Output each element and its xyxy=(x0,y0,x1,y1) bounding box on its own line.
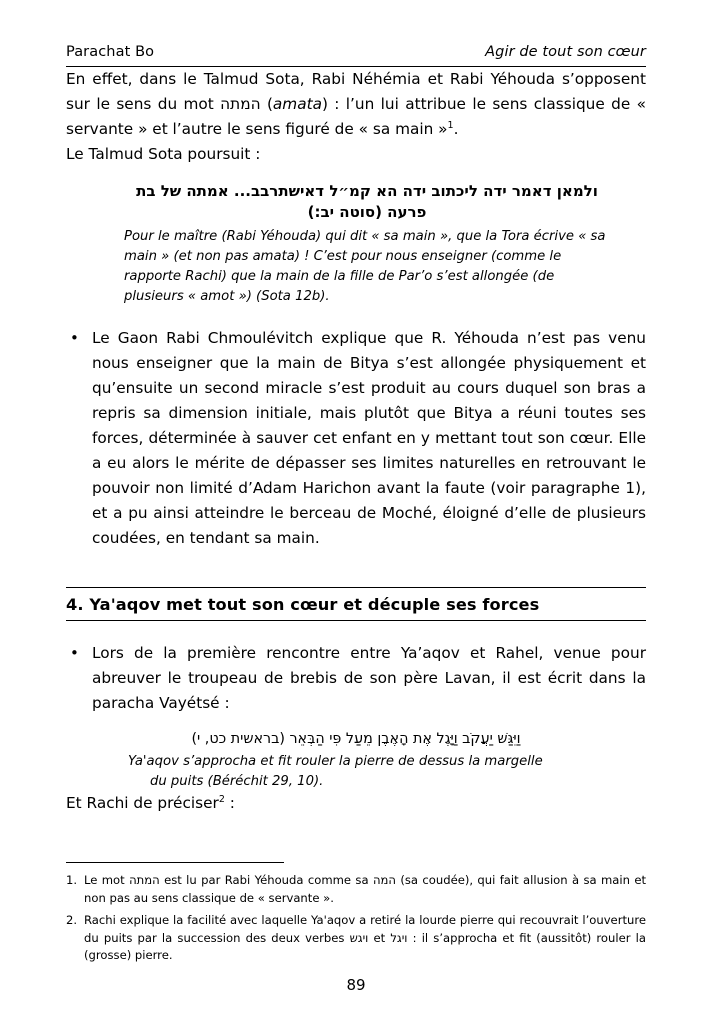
paragraph-rachi-text: Et Rachi de préciser xyxy=(66,794,219,813)
paragraph-text-end: . xyxy=(453,119,459,138)
paragraph-rachi-intro xyxy=(66,791,646,816)
verse-block-berechit xyxy=(66,729,646,791)
footnote-1-text xyxy=(84,872,646,907)
footnote-2-part1: Rachi explique la facilité avec laquelle Ya'aqov a retiré la lourde pierre qui recouvrait l’ouverture du puits par la succession des deux verbes xyxy=(84,913,646,945)
running-head xyxy=(66,44,646,67)
footnote-1-part2: est lu par Rabi Yéhouda comme sa xyxy=(159,873,373,887)
footnote-1-hebrew-1: המתה xyxy=(129,873,160,887)
bullet-dot-icon-2: • xyxy=(70,643,79,662)
footnote-area xyxy=(66,862,646,970)
page-number: 89 xyxy=(346,976,366,994)
paragraph-text-part1: En effet, dans le Talmud Sota, Rabi Néhémia et Rabi Yéhouda s’opposent sur le sens du mot xyxy=(66,70,646,113)
footnote-1 xyxy=(66,872,646,907)
bullet-dot-icon: • xyxy=(70,329,79,348)
footnote-1-part1: Le mot xyxy=(84,873,130,887)
verse-translation-line-1: Ya'aqov s’approcha et fit rouler la pierre de dessus la margelle xyxy=(128,753,543,769)
hebrew-word-amata: המתה xyxy=(220,94,261,113)
paragraph-rachi-end: : xyxy=(224,794,235,813)
footnote-1-part3: (sa coudée), qui fait allusion à sa main et non pas au sens classique de « servante ». xyxy=(84,873,647,905)
quote-hebrew-line-1: ולמאן דאמר ידה ליכתוב ידה הא קמ״ל דאישתרבב... אמתה של בת xyxy=(136,181,598,200)
footnote-2-number: 2. xyxy=(66,913,78,928)
paragraph-text-part3: ) : l’un lui attribue le sens classique de « servante » et l’autre le sens figuré de « sa main » xyxy=(66,94,646,138)
paragraph-text-part2: ( xyxy=(260,94,273,113)
bullet-paragraph-text-2: Lors de la première rencontre entre Ya’aqov et Rahel, venue pour abreuver le troupeau de brebis de son père Lavan, il est écrit dans la paracha Vayétsé : xyxy=(92,643,646,712)
verse-translation xyxy=(106,752,606,792)
footnote-2 xyxy=(66,912,646,965)
footnote-2-part2: et xyxy=(368,930,391,945)
paragraph-talmud-continues: Le Talmud Sota poursuit : xyxy=(66,144,261,163)
section-heading-block xyxy=(66,587,646,621)
running-head-right: Agir de tout son cœur xyxy=(485,44,646,60)
footnote-1-number: 1. xyxy=(66,873,78,887)
section-rule-top xyxy=(66,587,646,588)
section-title: 4. Ya'aqov met tout son cœur et décuple ses forces xyxy=(66,594,540,614)
paragraph-talmud-sota-intro xyxy=(66,67,646,142)
bullet-paragraph-text: Le Gaon Rabi Chmoulévitch explique que R. Yéhouda n’est pas venu nous enseigner que la main de Bitya s’est allongée physiquement et qu’ensuite un second miracle s’est produit au cours duquel son bras a repris sa dimension initiale, mais plutôt que Bitya a réuni toutes ses forces, déterminée à sauver cet enfant en y mettant tout son cœur. Elle a eu alors le mérite de dépasser ses limites naturelles en retrouvant le pouvoir non limité d’Adam Harichon avant la faute (voir paragraphe 1), et a pu ainsi atteindre le berceau de Moché, éloigné d’elle de plusieurs coudées, en tendant sa main. xyxy=(92,329,646,547)
quote-hebrew-line-2: פרעה (סוטה יב:) xyxy=(307,203,427,222)
verse-hebrew: וַיִּגַּשׁ יַעֲקֹב וַיָּגֶל אֶת הָאֶבֶן מֵעַל פִּי הַבְּאֵר (בראשית כט, י) xyxy=(191,731,521,748)
quote-translation: Pour le maître (Rabi Yéhouda) qui dit « sa main », que la Tora écrive « sa main » (et non pas amata) ! C’est pour nous enseigner (comme le rapporte Rachi) que la main de la fille de Par’o s’est allongée (de plusieurs « amot ») (Sota 12b). xyxy=(124,229,606,304)
bullet-paragraph-yaaqov-rahel xyxy=(66,641,646,716)
transliteration-amata: amata xyxy=(272,94,322,113)
section-rule-bottom xyxy=(66,620,646,621)
footnote-2-part3: : il s’approcha et fit (aussitôt) rouler la (grosse) pierre. xyxy=(84,930,646,963)
verse-translation-line-2: du puits (Béréchit 29, 10). xyxy=(150,773,324,789)
bullet-paragraph-chmoulevitch xyxy=(66,326,646,550)
footnote-2-text xyxy=(84,912,646,965)
running-head-left: Parachat Bo xyxy=(66,44,155,60)
footnote-1-hebrew-2: המה xyxy=(372,873,396,887)
footnote-2-hebrew-1: ויגש xyxy=(349,930,369,945)
quote-block-sota xyxy=(66,181,646,307)
footnote-marker-1[interactable]: 1 xyxy=(447,119,454,131)
footnote-separator xyxy=(66,862,284,863)
page-content xyxy=(66,44,646,816)
footnote-2-hebrew-2: ויגל xyxy=(390,930,408,945)
footnote-marker-2[interactable]: 2 xyxy=(218,794,225,806)
